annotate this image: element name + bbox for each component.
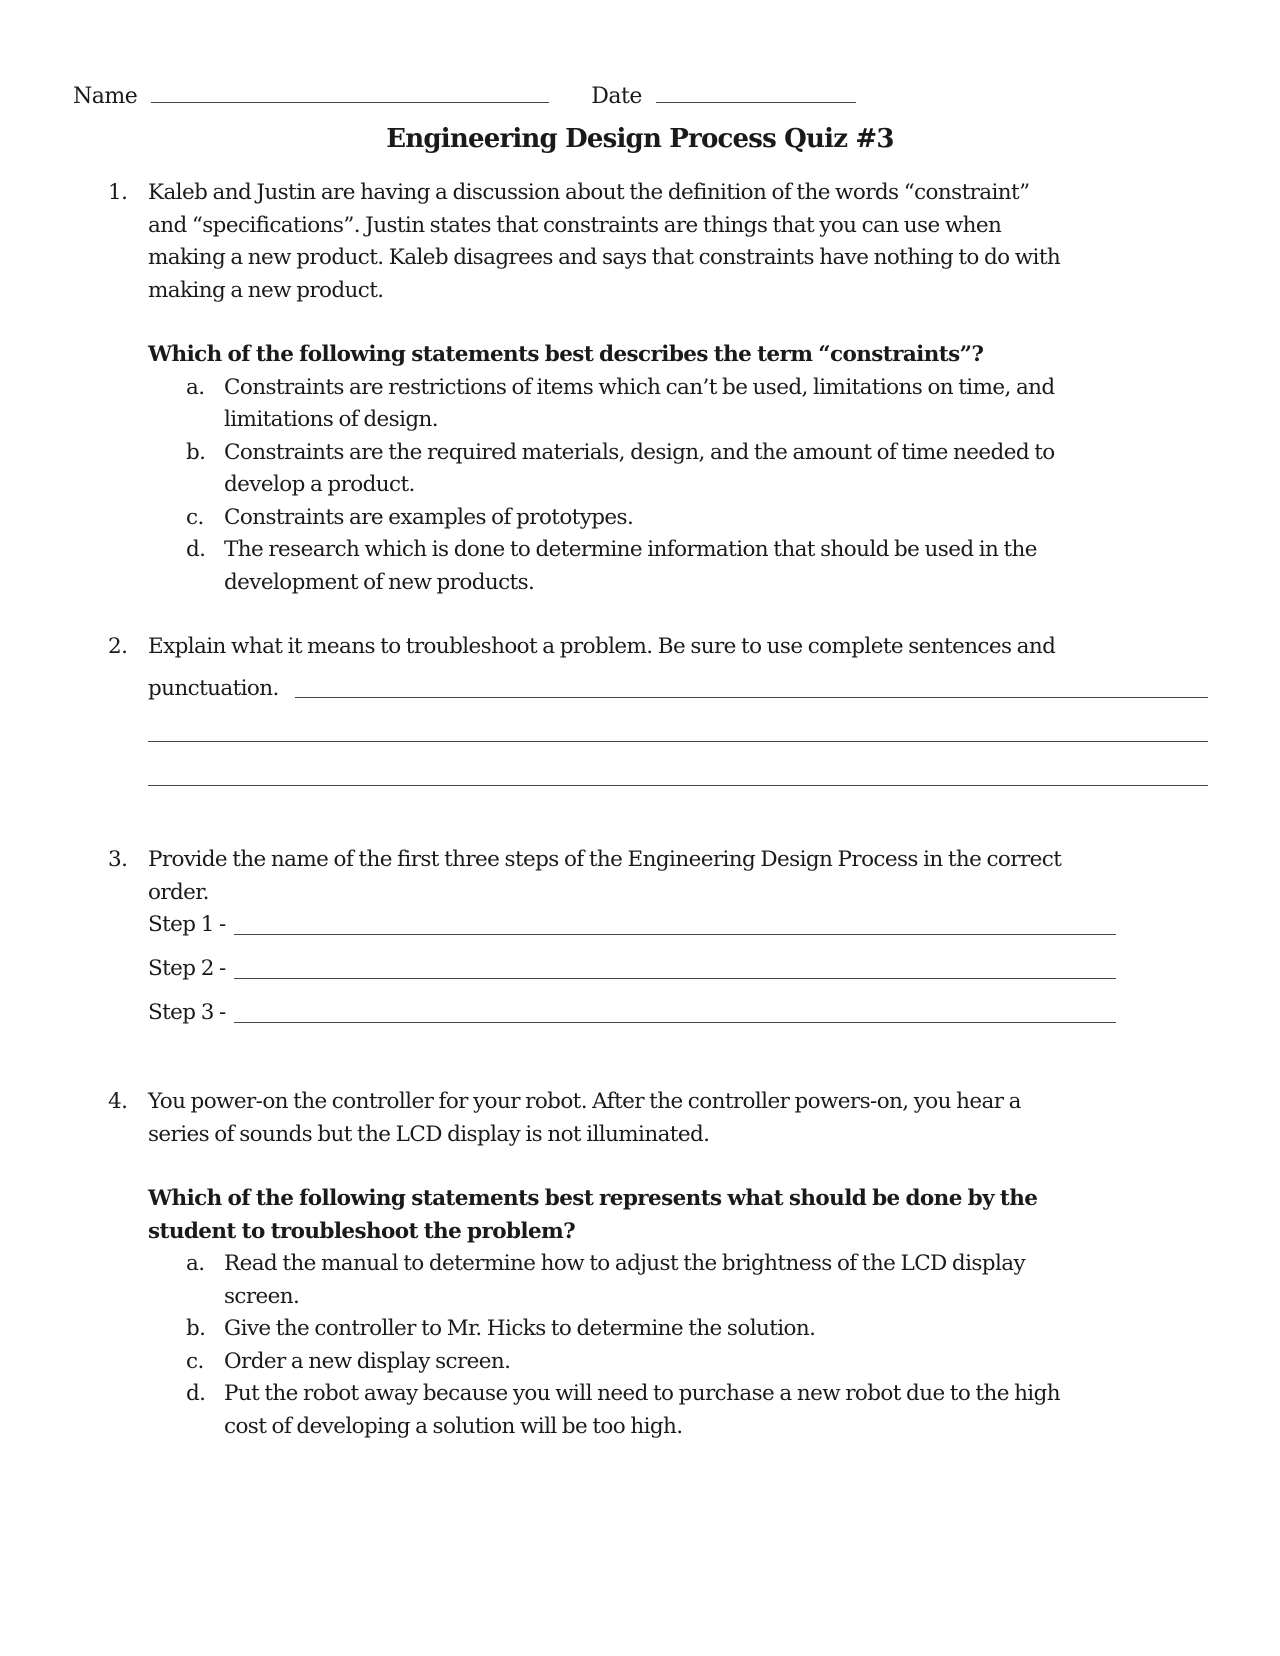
question-body (148, 631, 1208, 794)
question-text-line: Explain what it means to troubleshoot a problem. Be sure to use complete sentences and (148, 634, 1056, 659)
option-letter: d. (186, 537, 206, 562)
date-label: Date (591, 84, 642, 109)
answer-option-c[interactable] (148, 502, 1208, 535)
option-letter: c. (186, 504, 204, 530)
option-text-line: limitations of design. (224, 407, 439, 432)
question-number: 2. (108, 634, 128, 659)
question-number: 3. (108, 847, 128, 872)
answer-option-a[interactable] (148, 372, 1208, 437)
answer-row (148, 664, 1208, 706)
question-number: 1. (108, 180, 128, 205)
step-2-answer-line[interactable] (234, 977, 1116, 979)
question-text-line: Provide the name of the first three steps of the Engineering Design Process in the correct (148, 847, 1062, 872)
option-letter: d. (186, 1381, 206, 1406)
question-text-line: making a new product. Kaleb disagrees and says that constraints have nothing to do with (148, 245, 1061, 270)
question-text-line: punctuation. (148, 676, 279, 701)
question-text-line: series of sounds but the LCD display is not illuminated. (148, 1121, 710, 1147)
question-prompt: Which of the following statements best describes the term “constraints”? (148, 342, 984, 367)
answer-line-1[interactable] (295, 696, 1208, 698)
step-label: Step 3 - (148, 999, 226, 1025)
answer-option-d[interactable] (148, 1378, 1208, 1443)
question-body (148, 177, 1208, 599)
option-text-line: Put the robot away because you will need to purchase a new robot due to the high (224, 1381, 1060, 1406)
answer-option-b[interactable] (148, 437, 1208, 502)
option-letter: a. (186, 374, 205, 400)
step-row-2 (148, 941, 1116, 985)
option-text-line: cost of developing a solution will be too high. (224, 1413, 683, 1439)
question-prompt-line: student to troubleshoot the problem? (148, 1218, 576, 1244)
question-body (148, 844, 1208, 1029)
step-label: Step 2 - (148, 955, 226, 981)
quiz-title: Engineering Design Process Quiz #3 (386, 124, 894, 154)
step-row-3 (148, 985, 1116, 1029)
date-field[interactable] (656, 101, 856, 103)
option-text-line: Read the manual to determine how to adjust the brightness of the LCD display (224, 1251, 1026, 1276)
step-row-1 (148, 909, 1116, 941)
question-body (148, 1086, 1208, 1443)
step-label: Step 1 - (148, 911, 226, 937)
option-text-line: Constraints are examples of prototypes. (224, 504, 634, 530)
answer-option-b[interactable] (148, 1313, 1208, 1346)
name-label: Name (73, 84, 138, 109)
question-text-line: and “specifications”. Justin states that constraints are things that you can use when (148, 212, 1002, 238)
answer-line-2[interactable] (148, 740, 1208, 742)
option-text-line: Give the controller to Mr. Hicks to determine the solution. (224, 1316, 816, 1341)
header-row (73, 73, 856, 109)
option-text-line: The research which is done to determine information that should be used in the (224, 537, 1037, 562)
option-text-line: Constraints are the required materials, design, and the amount of time needed to (224, 439, 1055, 465)
step-1-answer-line[interactable] (234, 933, 1116, 935)
option-letter: a. (186, 1251, 205, 1276)
answer-option-a[interactable] (148, 1248, 1208, 1313)
option-text-line: development of new products. (224, 569, 535, 595)
question-number: 4. (108, 1089, 128, 1114)
question-text-line: making a new product. (148, 277, 384, 303)
question-text-line: Kaleb and Justin are having a discussion about the definition of the words “constraint” (148, 180, 1030, 205)
option-text-line: screen. (224, 1283, 300, 1309)
answer-line-3[interactable] (148, 784, 1208, 786)
option-letter: b. (186, 1316, 206, 1341)
answer-option-d[interactable] (148, 534, 1208, 599)
answer-row (148, 706, 1208, 750)
question-text-line: order. (148, 879, 209, 905)
answer-row (148, 750, 1208, 794)
step-3-answer-line[interactable] (234, 1021, 1116, 1023)
option-letter: c. (186, 1348, 204, 1374)
name-field[interactable] (151, 101, 549, 103)
option-text-line: develop a product. (224, 472, 415, 497)
option-letter: b. (186, 439, 206, 465)
answer-option-c[interactable] (148, 1346, 1208, 1379)
question-text-line: You power-on the controller for your robot. After the controller powers-on, you hear a (148, 1089, 1021, 1114)
option-text-line: Order a new display screen. (224, 1348, 511, 1374)
option-text-line: Constraints are restrictions of items which can’t be used, limitations on time, and (224, 374, 1055, 400)
question-prompt-line: Which of the following statements best represents what should be done by the (148, 1186, 1038, 1211)
